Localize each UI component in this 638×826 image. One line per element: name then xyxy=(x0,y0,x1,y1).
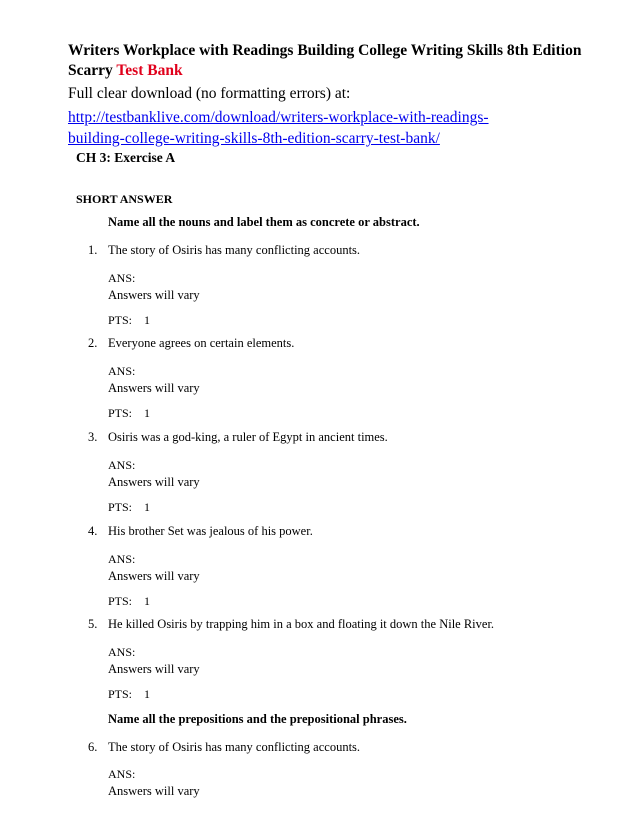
answer-block xyxy=(108,457,200,491)
points-line xyxy=(108,687,150,702)
points-line xyxy=(108,313,150,328)
ans-label: ANS: xyxy=(108,767,136,781)
answer-block xyxy=(108,766,200,800)
question-item xyxy=(88,243,608,258)
ans-label: ANS: xyxy=(108,271,136,285)
download-link[interactable] xyxy=(68,107,588,149)
question-number: 2. xyxy=(88,336,98,350)
answer-text: Answers will vary xyxy=(108,288,200,302)
question-text: His brother Set was jealous of his power. xyxy=(108,524,313,538)
ans-label: ANS: xyxy=(108,458,136,472)
pts-label: PTS: xyxy=(108,594,133,608)
pts-label: PTS: xyxy=(108,406,133,420)
ans-label: ANS: xyxy=(108,552,136,566)
ans-label: ANS: xyxy=(108,364,136,378)
answer-block xyxy=(108,363,200,397)
pts-value: 1 xyxy=(144,500,151,514)
pts-value: 1 xyxy=(144,406,151,420)
pts-label: PTS: xyxy=(108,687,133,701)
pts-label: PTS: xyxy=(108,500,133,514)
question-number: 3. xyxy=(88,430,98,444)
answer-text: Answers will vary xyxy=(108,784,200,798)
question-item xyxy=(88,430,608,445)
points-line xyxy=(108,406,150,421)
pts-value: 1 xyxy=(144,313,151,327)
question-text: Everyone agrees on certain elements. xyxy=(108,336,295,350)
question-item xyxy=(88,617,608,632)
question-number: 1. xyxy=(88,243,98,257)
question-number: 4. xyxy=(88,524,98,538)
answer-text: Answers will vary xyxy=(108,662,200,676)
pts-label: PTS: xyxy=(108,313,133,327)
pts-value: 1 xyxy=(144,687,151,701)
title-main: Writers Workplace with Readings Building College Writing Skills 8th Edition Scarry xyxy=(68,42,582,79)
answer-block xyxy=(108,644,200,678)
question-number: 6. xyxy=(88,740,98,754)
download-text: Full clear download (no formatting errors) at: xyxy=(68,85,351,102)
answer-block xyxy=(108,551,200,585)
answer-block xyxy=(108,270,200,304)
question-text: The story of Osiris has many conflicting accounts. xyxy=(108,243,361,257)
ans-label: ANS: xyxy=(108,645,136,659)
instruction-nouns: Name all the nouns and label them as concrete or abstract. xyxy=(108,215,420,229)
question-text: The story of Osiris has many conflicting accounts. xyxy=(108,740,361,754)
question-item xyxy=(88,740,608,755)
document-title xyxy=(68,41,608,81)
answer-text: Answers will vary xyxy=(108,569,200,583)
chapter-heading: CH 3: Exercise A xyxy=(76,150,176,165)
download-link-line2: building-college-writing-skills-8th-edition-scarry-test-bank/ xyxy=(68,130,440,147)
question-text: Osiris was a god-king, a ruler of Egypt in ancient times. xyxy=(108,430,388,444)
question-number: 5. xyxy=(88,617,98,631)
points-line xyxy=(108,500,150,515)
pts-value: 1 xyxy=(144,594,151,608)
instruction-prepositions: Name all the prepositions and the prepositional phrases. xyxy=(108,712,407,726)
question-text: He killed Osiris by trapping him in a box and floating it down the Nile River. xyxy=(108,617,495,631)
section-heading: SHORT ANSWER xyxy=(76,192,173,206)
answer-text: Answers will vary xyxy=(108,475,200,489)
question-item xyxy=(88,524,608,539)
answer-text: Answers will vary xyxy=(108,381,200,395)
download-link-line1: http://testbanklive.com/download/writers-workplace-with-readings- xyxy=(68,109,489,126)
question-item xyxy=(88,336,608,351)
title-test-bank: Test Bank xyxy=(116,62,183,79)
points-line xyxy=(108,594,150,609)
